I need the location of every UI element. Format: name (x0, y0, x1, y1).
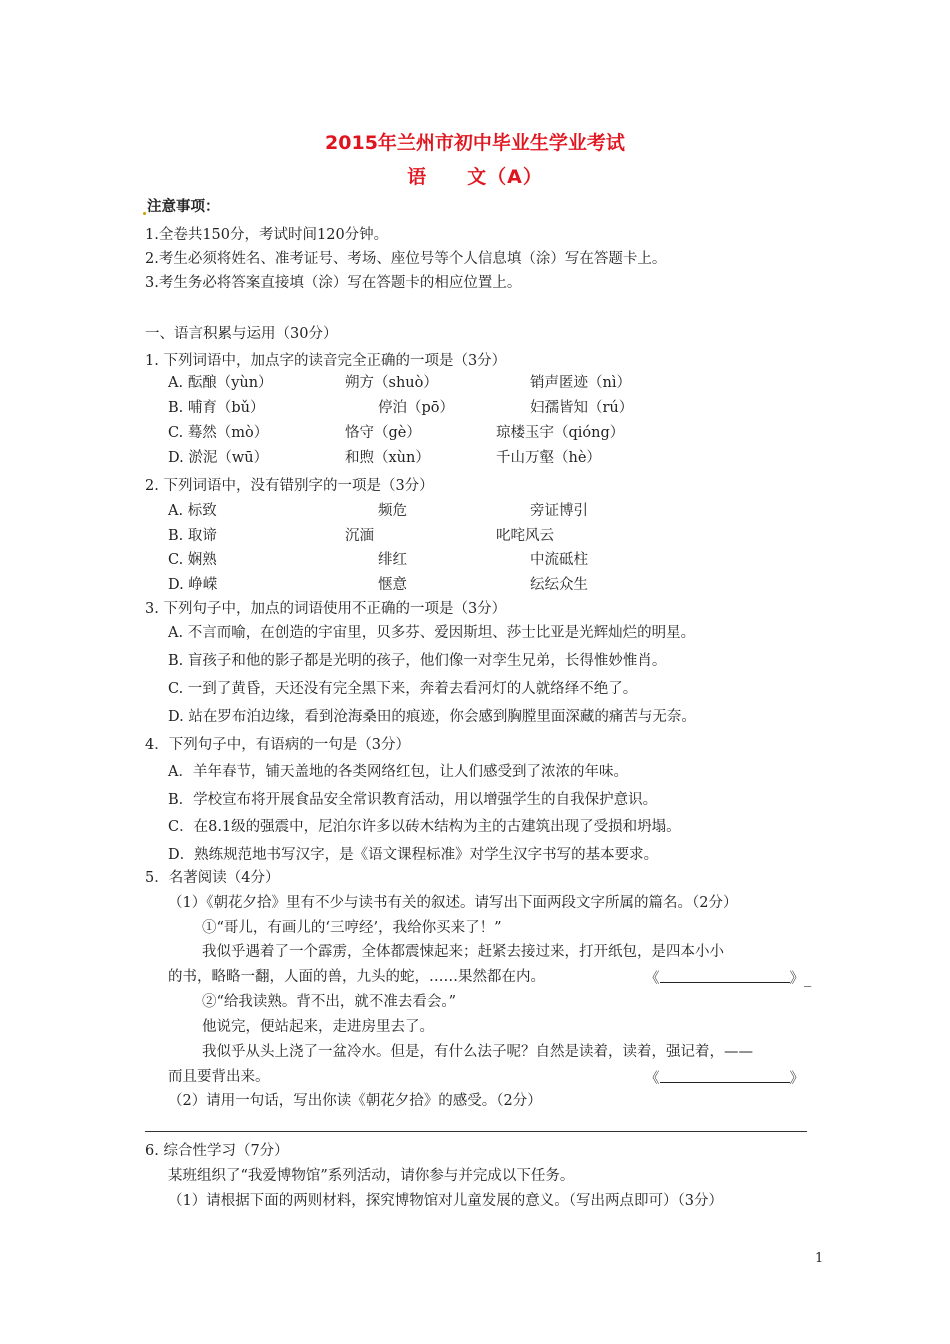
answer-blank-1[interactable] (645, 968, 811, 988)
passage-line: 我似乎从头上浇了一盆冷水。但是，有什么法子呢？自然是读着，读着，强记着，—— (202, 1044, 753, 1060)
option-cell: B. 取谛 (168, 528, 217, 544)
answer-blank-2[interactable] (645, 1068, 804, 1088)
option-cell: 纭纭众生 (530, 577, 588, 593)
blank-line (660, 968, 790, 983)
option-cell: C. 蓦然（mò） (168, 425, 269, 441)
option-cell: D. 淤泥（wū） (168, 450, 269, 466)
decorative-dot (143, 212, 146, 215)
option-cell: A. 酝酿（yùn） (168, 375, 273, 391)
notice-item: 2.考生必须将姓名、准考证号、考场、座位号等个人信息填（涂）写在答题卡上。 (145, 251, 667, 267)
blank-open: 《 (645, 971, 660, 987)
question-stem: 1. 下列词语中，加点字的读音完全正确的一项是（3分） (145, 353, 507, 369)
option-cell: 千山万壑（hè） (496, 450, 601, 466)
page-number: 1 (815, 1251, 824, 1266)
option-cell: 中流砥柱 (530, 552, 588, 568)
option-cell: 绯红 (378, 552, 407, 568)
passage-line: 我似乎遇着了一个霹雳，全体都震悚起来；赶紧去接过来，打开纸包，是四本小小 (202, 944, 724, 960)
option-cell: 旁证博引 (530, 503, 588, 519)
passage-line: 他说完，便站起来，走进房里去了。 (202, 1019, 434, 1035)
option-cell: C. 娴熟 (168, 552, 217, 568)
option-line: C. 一到了黄昏，天还没有完全黑下来，奔着去看河灯的人就络绎不绝了。 (168, 681, 638, 697)
blank-tail: _ (804, 971, 812, 987)
blank-open: 《 (645, 1071, 660, 1087)
exam-title: 2015年兰州市初中毕业生学业考试 (325, 132, 625, 154)
question-intro: 某班组织了“我爱博物馆”系列活动，请你参与并完成以下任务。 (168, 1168, 575, 1184)
option-cell: 琼楼玉宇（qióng） (496, 425, 625, 441)
notice-heading: 注意事项： (147, 199, 220, 215)
option-cell: 惬意 (378, 577, 407, 593)
option-cell: D. 峥嵘 (168, 577, 218, 593)
option-line: C．在8.1级的强震中，尼泊尔许多以砖木结构为主的古建筑出现了受损和坍塌。 (168, 819, 681, 835)
option-line: D. 站在罗布泊边缘，看到沧海桑田的痕迹，你会感到胸膛里面深藏的痛苦与无奈。 (168, 709, 696, 725)
question-part: （2）请用一句话，写出你读《朝花夕拾》的感受。（2分） (168, 1093, 542, 1109)
option-cell: 妇孺皆知（rú） (530, 400, 634, 416)
blank-close: 》 (789, 1071, 804, 1087)
question-stem: 4．下列句子中，有语病的一句是（3分） (145, 737, 410, 753)
option-cell: 叱咤风云 (496, 528, 554, 544)
option-line: B．学校宣布将开展食品安全常识教育活动，用以增强学生的自我保护意识。 (168, 792, 658, 808)
option-cell: 恪守（gè） (345, 425, 421, 441)
passage-quote: ②“给我读熟。背不出，就不准去看会。” (202, 994, 457, 1010)
option-line: D．熟练规范地书写汉字，是《语文课程标准》对学生汉字书写的基本要求。 (168, 847, 659, 863)
notice-item: 1.全卷共150分，考试时间120分钟。 (145, 227, 389, 243)
question-part: （1）请根据下面的两则材料，探究博物馆对儿童发展的意义。（写出两点即可）（3分） (168, 1193, 723, 1209)
option-line: A. 不言而喻，在创造的宇宙里，贝多芬、爱因斯坦、莎士比亚是光辉灿烂的明星。 (168, 625, 696, 641)
passage-line: 的书，略略一翻，人面的兽，九头的蛇，……果然都在内。 (168, 969, 545, 985)
question-stem: 5．名著阅读（4分） (145, 870, 280, 886)
question-part: （1）《朝花夕拾》里有不少与读书有关的叙述。请写出下面两段文字所属的篇名。（2分） (168, 895, 738, 911)
blank-line (660, 1068, 790, 1083)
section-heading: 一、语言积累与运用（30分） (145, 326, 338, 342)
blank-close: 》 (789, 971, 804, 987)
option-cell: A. 标致 (168, 503, 217, 519)
passage-quote: ①“哥儿，有画儿的‘三哼经’，我给你买来了！” (202, 920, 502, 936)
option-cell: B. 哺育（bǔ） (168, 400, 265, 416)
option-cell: 沉湎 (345, 528, 374, 544)
exam-subtitle: 语 文（A） (407, 166, 543, 188)
notice-item: 3.考生务必将答案直接填（涂）写在答题卡的相应位置上。 (145, 275, 522, 291)
question-stem: 2. 下列词语中，没有错别字的一项是（3分） (145, 478, 434, 494)
question-stem: 3. 下列句子中，加点的词语使用不正确的一项是（3分） (145, 601, 507, 617)
option-cell: 频危 (378, 503, 407, 519)
option-cell: 停泊（pō） (378, 400, 455, 416)
passage-line: 而且要背出来。 (168, 1069, 270, 1085)
option-line: A．羊年春节，铺天盖地的各类网络红包，让人们感受到了浓浓的年味。 (168, 764, 628, 780)
option-cell: 朔方（shuò） (345, 375, 438, 391)
option-line: B. 盲孩子和他的影子都是光明的孩子，他们像一对孪生兄弟，长得惟妙惟肖。 (168, 653, 667, 669)
question-stem: 6. 综合性学习（7分） (145, 1143, 289, 1159)
option-cell: 和煦（xùn） (345, 450, 430, 466)
option-cell: 销声匿迹（nì） (530, 375, 631, 391)
answer-line[interactable] (145, 1131, 807, 1132)
